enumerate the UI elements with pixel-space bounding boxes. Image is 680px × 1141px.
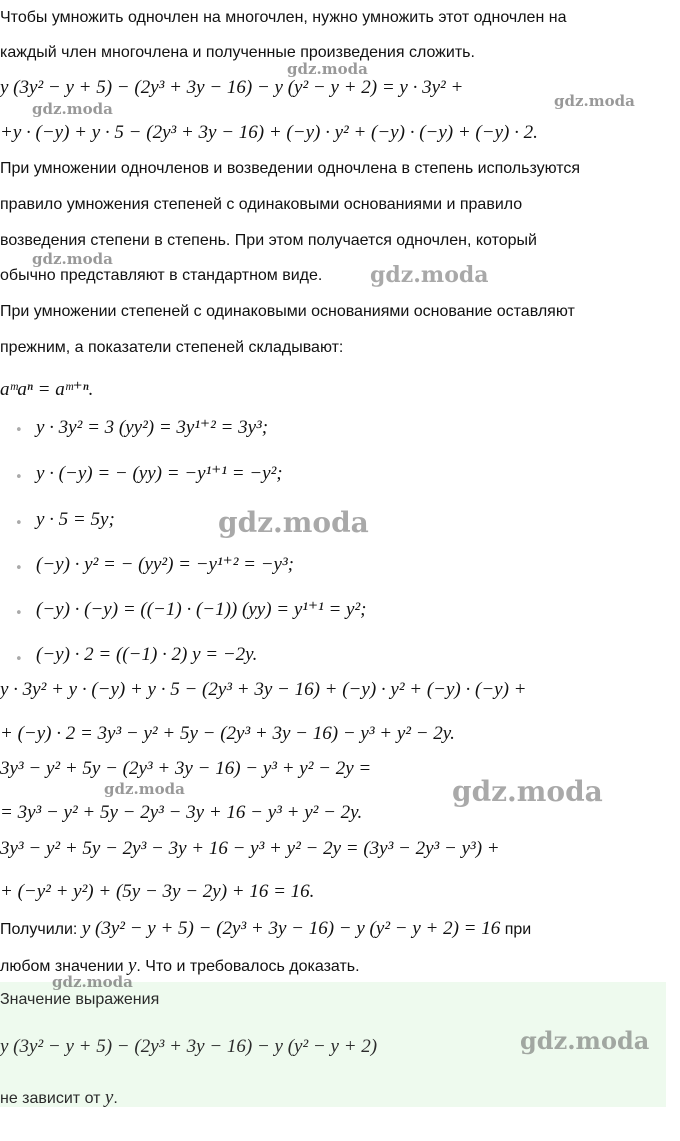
bullet-icon: • <box>15 516 23 531</box>
answer-title: Значение выражения <box>0 991 160 1008</box>
watermark: gdz.moda <box>32 250 113 268</box>
bullet-icon: • <box>15 606 23 621</box>
bullet-item: (−y) · y² = − (yy²) = −y¹⁺² = −y³; <box>36 554 294 575</box>
equation-line: + (−y) · 2 = 3y³ − y² + 5y − (2y³ + 3y − 16) − y³ + y² − 2y. <box>0 723 455 744</box>
watermark: gdz.moda <box>218 506 369 539</box>
watermark: gdz.moda <box>554 92 635 110</box>
variable: y <box>104 1087 114 1108</box>
answer-text: не зависит от <box>0 1090 101 1107</box>
conclusion-label: Получили: <box>0 921 78 938</box>
bullet-item: y · 5 = 5y; <box>36 509 115 530</box>
paragraph-line: каждый член многочлена и полученные произведения сложить. <box>0 44 475 61</box>
paragraph-line: Чтобы умножить одночлен на многочлен, нужно умножить этот одночлен на <box>0 9 567 26</box>
paragraph-line: При умножении степеней с одинаковыми основаниями основание оставляют <box>0 303 575 320</box>
bullet-item: (−y) · (−y) = ((−1) · (−1)) (yy) = y¹⁺¹ = y²; <box>36 599 367 620</box>
answer-expression: y (3y² − y + 5) − (2y³ + 3y − 16) − y (y² − y + 2) <box>0 1036 378 1057</box>
watermark: gdz.moda <box>452 775 603 808</box>
rule-formula: aᵐaⁿ = aᵐ⁺ⁿ. <box>0 379 94 400</box>
bullet-item: (−y) · 2 = ((−1) · 2) y = −2y. <box>36 644 258 665</box>
equation-line: y · 3y² + y · (−y) + y · 5 − (2y³ + 3y − 16) + (−y) · y² + (−y) · (−y) + <box>0 679 527 700</box>
paragraph-line: При умножении одночленов и возведении одночлена в степень используются <box>0 160 581 177</box>
paragraph-line: прежним, а показатели степеней складывают: <box>0 339 344 356</box>
answer-end-line <box>0 1086 118 1110</box>
bullet-icon: • <box>15 561 23 576</box>
paragraph-line: обычно представляют в стандартном виде. <box>0 267 323 284</box>
conclusion-expression: y (3y² − y + 5) − (2y³ + 3y − 16) − y (y² − y + 2) = 16 <box>81 918 501 939</box>
equation-line: = 3y³ − y² + 5y − 2y³ − 3y + 16 − y³ + y² − 2y. <box>0 802 363 823</box>
watermark: gdz.moda <box>32 100 113 118</box>
bullet-item: y · 3y² = 3 (yy²) = 3y¹⁺² = 3y³; <box>36 417 269 438</box>
conclusion-line <box>0 917 531 941</box>
conclusion-text: любом значении <box>0 958 124 975</box>
watermark: gdz.moda <box>520 1026 650 1055</box>
conclusion-tail: при <box>504 921 532 938</box>
watermark: gdz.moda <box>104 780 185 798</box>
bullet-item: y · (−y) = − (yy) = −y¹⁺¹ = −y²; <box>36 463 283 484</box>
equation-line: y (3y² − y + 5) − (2y³ + 3y − 16) − y (y² − y + 2) = y · 3y² + <box>0 77 464 98</box>
watermark: gdz.moda <box>370 262 489 288</box>
watermark: gdz.moda <box>52 973 133 991</box>
bullet-icon: • <box>15 423 23 438</box>
conclusion-text: . Что и требовалось доказать. <box>136 958 360 975</box>
equation-line: 3y³ − y² + 5y − 2y³ − 3y + 16 − y³ + y² − 2y = (3y³ − 2y³ − y³) + <box>0 838 500 859</box>
paragraph-line: правило умножения степеней с одинаковыми основаниями и правило <box>0 196 523 213</box>
paragraph-line: возведения степени в степень. При этом получается одночлен, который <box>0 232 537 249</box>
answer-text: . <box>113 1090 118 1107</box>
equation-line: + (−y² + y²) + (5y − 3y − 2y) + 16 = 16. <box>0 881 315 902</box>
variable: y <box>127 955 137 976</box>
bullet-icon: • <box>15 652 23 667</box>
equation-line: 3y³ − y² + 5y − (2y³ + 3y − 16) − y³ + y² − 2y = <box>0 758 372 779</box>
watermark: gdz.moda <box>287 60 368 78</box>
equation-line: +y · (−y) + y · 5 − (2y³ + 3y − 16) + (−y) · y² + (−y) · (−y) + (−y) · 2. <box>0 122 538 143</box>
bullet-icon: • <box>15 470 23 485</box>
